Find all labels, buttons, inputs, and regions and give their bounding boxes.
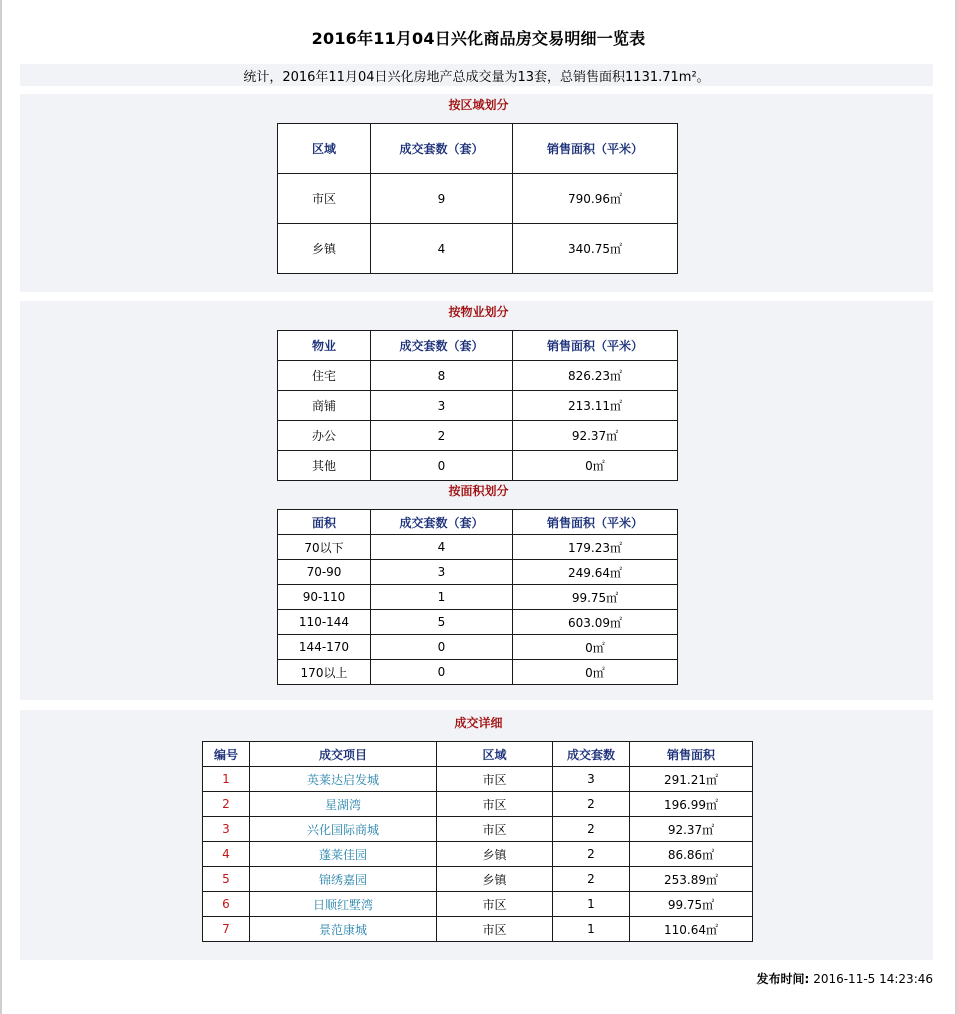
project-link[interactable]: 星湖湾 — [250, 792, 437, 817]
area-cell: 0㎡ — [513, 635, 678, 660]
row-number: 4 — [203, 842, 250, 867]
project-link[interactable]: 英莱达启发城 — [250, 767, 437, 792]
table-row — [203, 917, 753, 942]
region-table — [277, 123, 678, 274]
region-cell: 市区 — [437, 792, 553, 817]
count-cell: 2 — [553, 867, 630, 892]
area-table — [277, 509, 678, 685]
table-row — [278, 660, 678, 685]
region-cell: 市区 — [437, 817, 553, 842]
count-cell: 1 — [553, 917, 630, 942]
count-cell: 2 — [553, 792, 630, 817]
area-cell: 196.99㎡ — [630, 792, 753, 817]
summary-text: 统计，2016年11月04日兴化房地产总成交量为13套，总销售面积1131.71m²。 — [243, 70, 710, 85]
area-range-cell: 170以上 — [278, 660, 371, 685]
header-cell: 区域 — [278, 124, 371, 174]
area-range-cell: 144-170 — [278, 635, 371, 660]
project-link[interactable]: 蓬莱佳园 — [250, 842, 437, 867]
header-cell: 物业 — [278, 331, 371, 361]
window-left-border — [0, 0, 2, 1014]
page-title: 2016年11月04日兴化商品房交易明细一览表 — [311, 29, 646, 48]
row-number: 3 — [203, 817, 250, 842]
count-cell: 3 — [553, 767, 630, 792]
area-section-title: 按面积划分 — [448, 484, 509, 498]
count-cell: 0 — [371, 451, 513, 481]
region-section-title: 按区域划分 — [448, 98, 509, 112]
count-cell: 0 — [371, 635, 513, 660]
area-cell: 179.23㎡ — [513, 535, 678, 560]
publish-time-label: 发布时间: — [756, 972, 810, 986]
area-cell: 253.89㎡ — [630, 867, 753, 892]
table-row — [278, 451, 678, 481]
area-cell: 99.75㎡ — [513, 585, 678, 610]
row-number: 5 — [203, 867, 250, 892]
project-link[interactable]: 兴化国际商城 — [250, 817, 437, 842]
count-cell: 8 — [371, 361, 513, 391]
area-cell: 0㎡ — [513, 660, 678, 685]
header-cell: 成交项目 — [250, 742, 437, 767]
header-cell: 成交套数（套） — [371, 510, 513, 535]
area-range-cell: 90-110 — [278, 585, 371, 610]
table-row — [203, 817, 753, 842]
region-cell: 乡镇 — [437, 867, 553, 892]
row-number: 1 — [203, 767, 250, 792]
area-cell: 603.09㎡ — [513, 610, 678, 635]
table-header-row — [278, 510, 678, 535]
area-cell: 249.64㎡ — [513, 560, 678, 585]
header-cell: 销售面积（平米） — [513, 510, 678, 535]
header-cell: 销售面积（平米） — [513, 331, 678, 361]
property-section-title: 按物业划分 — [448, 305, 509, 319]
row-number: 2 — [203, 792, 250, 817]
table-row — [278, 560, 678, 585]
publish-time-value: 2016-11-5 14:23:46 — [813, 972, 933, 986]
table-header-row — [278, 331, 678, 361]
table-row — [203, 842, 753, 867]
area-cell: 86.86㎡ — [630, 842, 753, 867]
property-cell: 办公 — [278, 421, 371, 451]
table-row — [278, 610, 678, 635]
count-cell: 2 — [371, 421, 513, 451]
table-row — [278, 224, 678, 274]
header-cell: 面积 — [278, 510, 371, 535]
table-row — [203, 767, 753, 792]
project-link[interactable]: 日顺红墅湾 — [250, 892, 437, 917]
project-link[interactable]: 景范康城 — [250, 917, 437, 942]
area-cell: 92.37㎡ — [630, 817, 753, 842]
table-row — [203, 892, 753, 917]
count-cell: 5 — [371, 610, 513, 635]
region-cell: 市区 — [437, 917, 553, 942]
region-cell: 乡镇 — [437, 842, 553, 867]
details-section-title: 成交详细 — [454, 716, 503, 730]
count-cell: 1 — [371, 585, 513, 610]
publish-time — [757, 970, 933, 987]
area-cell: 0㎡ — [513, 451, 678, 481]
area-cell: 826.23㎡ — [513, 361, 678, 391]
count-cell: 9 — [371, 174, 513, 224]
table-row — [278, 535, 678, 560]
region-cell: 市区 — [278, 174, 371, 224]
area-cell: 213.11㎡ — [513, 391, 678, 421]
property-cell: 商铺 — [278, 391, 371, 421]
property-table — [277, 330, 678, 481]
property-cell: 其他 — [278, 451, 371, 481]
count-cell: 1 — [553, 892, 630, 917]
header-cell: 成交套数 — [553, 742, 630, 767]
region-cell: 市区 — [437, 892, 553, 917]
count-cell: 2 — [553, 842, 630, 867]
row-number: 7 — [203, 917, 250, 942]
header-cell: 销售面积 — [630, 742, 753, 767]
row-number: 6 — [203, 892, 250, 917]
table-header-row — [278, 124, 678, 174]
details-table — [202, 741, 753, 942]
area-range-cell: 110-144 — [278, 610, 371, 635]
header-cell: 成交套数（套） — [371, 124, 513, 174]
count-cell: 4 — [371, 224, 513, 274]
area-cell: 110.64㎡ — [630, 917, 753, 942]
table-row — [278, 361, 678, 391]
table-row — [203, 867, 753, 892]
area-cell: 340.75㎡ — [513, 224, 678, 274]
count-cell: 0 — [371, 660, 513, 685]
area-cell: 790.96㎡ — [513, 174, 678, 224]
count-cell: 4 — [371, 535, 513, 560]
table-row — [278, 635, 678, 660]
header-cell: 编号 — [203, 742, 250, 767]
header-cell: 成交套数（套） — [371, 331, 513, 361]
area-cell: 99.75㎡ — [630, 892, 753, 917]
area-cell: 92.37㎡ — [513, 421, 678, 451]
table-row — [278, 421, 678, 451]
area-cell: 291.21㎡ — [630, 767, 753, 792]
count-cell: 3 — [371, 560, 513, 585]
project-link[interactable]: 锦绣嘉园 — [250, 867, 437, 892]
area-range-cell: 70以下 — [278, 535, 371, 560]
table-row — [278, 174, 678, 224]
property-cell: 住宅 — [278, 361, 371, 391]
count-cell: 3 — [371, 391, 513, 421]
table-row — [278, 391, 678, 421]
region-cell: 乡镇 — [278, 224, 371, 274]
table-row — [203, 792, 753, 817]
count-cell: 2 — [553, 817, 630, 842]
table-row — [278, 585, 678, 610]
area-range-cell: 70-90 — [278, 560, 371, 585]
region-cell: 市区 — [437, 767, 553, 792]
header-cell: 销售面积（平米） — [513, 124, 678, 174]
table-header-row — [203, 742, 753, 767]
header-cell: 区域 — [437, 742, 553, 767]
